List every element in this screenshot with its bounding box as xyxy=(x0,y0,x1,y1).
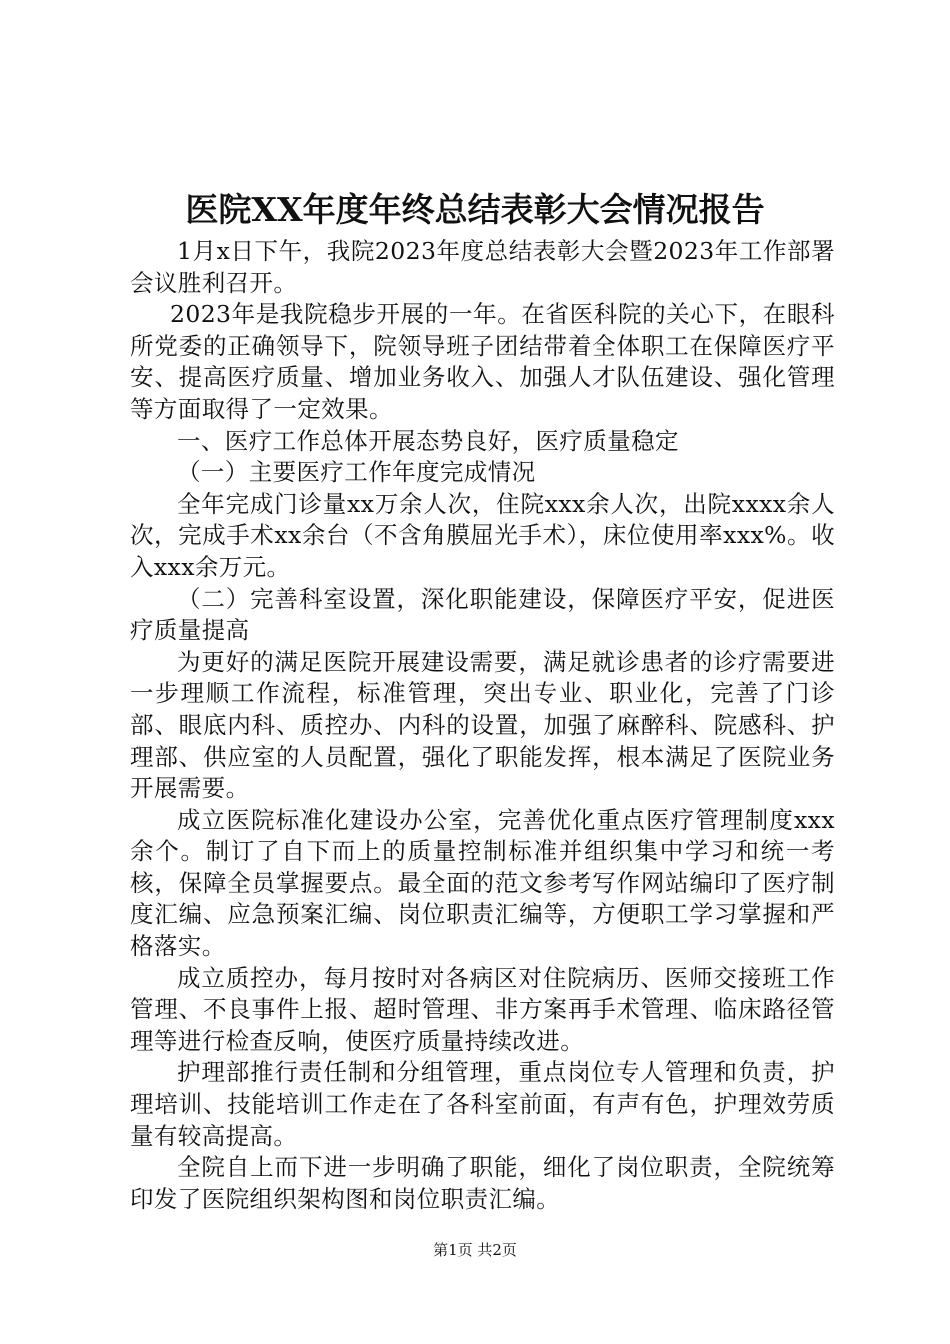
page-number-footer: 第1页 共2页 xyxy=(433,1241,517,1259)
paragraph-responsibilities: 全院自上而下进一步明确了职能，细化了岗位职责，全院统筹印发了医院组织架构图和岗位职责汇编。 xyxy=(130,1153,835,1213)
paragraph-quality-control: 成立质控办，每月按时对各病区对住院病历、医师交接班工作管理、不良事件上报、超时管理、非方案再手术管理、临床路径管理等进行检查反响，使医疗质量持续改进。 xyxy=(130,963,835,1055)
paragraph-annual-figures: 全年完成门诊量xx万余人次，住院xxx余人次，出院xxxx余人次，完成手术xx余台（不含角膜屈光手术），床位使用率xxx%。收入xxx余万元。 xyxy=(130,489,835,581)
paragraph-department-setup: 为更好的满足医院开展建设需要，满足就诊患者的诊疗需要进一步理顺工作流程，标准管理，突出专业、职业化，完善了门诊部、眼底内科、质控办、内科的设置，加强了麻醉科、院感科、护理部、供应室的人员配置，强化了职能发挥，根本满足了医院业务开展需要。 xyxy=(130,647,835,803)
document-body xyxy=(130,236,835,1215)
paragraph-standardization-office: 成立医院标准化建设办公室，完善优化重点医疗管理制度xxx余个。制订了自下而上的质量控制标准并组织集中学习和统一考核，保障全员掌握要点。最全面的范文参考写作网站编印了医疗制度汇编、应急预案汇编、岗位职责汇编等，方便职工学习掌握和严格落实。 xyxy=(130,805,835,961)
paragraph-year-summary: 2023年是我院稳步开展的一年。在省医科院的关心下，在眼科所党委的正确领导下，院领导班子团结带着全体职工在保障医疗平安、提高医疗质量、增加业务收入、加强人才队伍建设、强化管理等方面取得了一定效果。 xyxy=(130,300,835,423)
paragraph-nursing: 护理部推行责任制和分组管理，重点岗位专人管理和负责，护理培训、技能培训工作走在了各科室前面，有声有色，护理效劳质量有较高提高。 xyxy=(130,1058,835,1150)
document-title: 医院XX年度年终总结表彰大会情况报告 xyxy=(185,190,765,229)
heading-subsection-1: （一）主要医疗工作年度完成情况 xyxy=(177,458,536,487)
heading-subsection-2: （二）完善科室设置，深化职能建设，保障医疗平安，促进医疗质量提高 xyxy=(130,584,835,645)
heading-section-1: 一、医疗工作总体开展态势良好，医疗质量稳定 xyxy=(177,426,679,455)
paragraph-meeting-intro: 1月x日下午，我院2023年度总结表彰大会暨2023年工作部署会议胜利召开。 xyxy=(130,237,835,297)
